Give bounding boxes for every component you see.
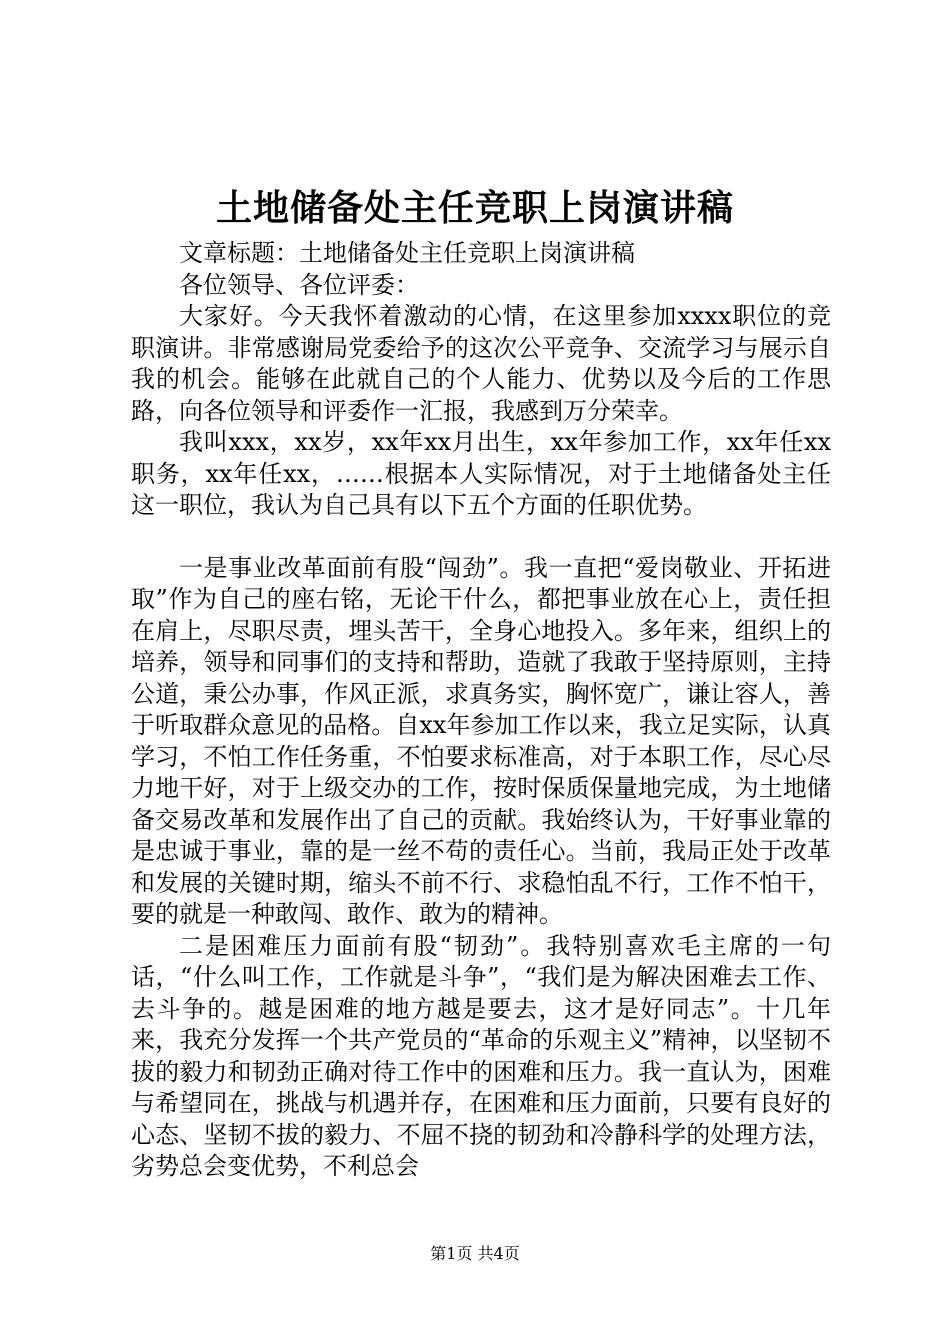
document-body [131,238,831,1183]
page-footer: 第1页 共4页 [430,1244,520,1263]
salutation: 各位领导、各位评委： [179,270,419,299]
article-title-line: 文章标题：土地储备处主任竞职上岗演讲稿 [179,239,635,267]
paragraph-self-intro: 我叫xxx，xx岁，xx年xx月出生，xx年参加工作，xx年任xx职务，xx年任xx，……根据本人实际情况，对于土地储备处主任这一职位，我认为自己具有以下五个方面的任职优势。 [131,428,831,519]
paragraph-advantage-two: 二是困难压力面前有股“韧劲”。我特别喜欢毛主席的一句话，“什么叫工作，工作就是斗争”，“我们是为解决困难去工作、去斗争的。越是困难的地方越是要去，这才是好同志”。十几年来，我充分发挥一个共产党员的“革命的乐观主义”精神，以坚韧不拔的毅力和韧劲正确对待工作中的困难和压力。我一直认为，困难与希望同在，挑战与机遇并存，在困难和压力面前，只要有良好的心态、坚韧不拔的毅力、不屈不挠的韧劲和冷静科学的处理方法，劣势总会变优势，不利总会 [131,931,831,1180]
paragraph-greeting: 大家好。今天我怀着激动的心情，在这里参加xxxx职位的竞职演讲。非常感谢局党委给予的这次公平竞争、交流学习与展示自我的机会。能够在此就自己的个人能力、优势以及今后的工作思路，向各位领导和评委作一汇报，我感到万分荣幸。 [131,302,831,425]
paragraph-advantage-one: 一是事业改革面前有股“闯劲”。我一直把“爱岗敬业、开拓进取”作为自己的座右铭，无论干什么，都把事业放在心上，责任担在肩上，尽职尽责，埋头苦干，全身心地投入。多年来，组织上的培养，领导和同事们的支持和帮助，造就了我敢于坚持原则，主持公道，秉公办事，作风正派，求真务实，胸怀宽广，谦让容人，善于听取群众意见的品格。自xx年参加工作以来，我立足实际，认真学习，不怕工作任务重，不怕要求标准高，对于本职工作，尽心尽力地干好，对于上级交办的工作，按时保质保量地完成，为土地储备交易改革和发展作出了自己的贡献。我始终认为，干好事业靠的是忠诚于事业，靠的是一丝不苟的责任心。当前，我局正处于改革和发展的关键时期，缩头不前不行、求稳怕乱不行，工作不怕干，要的就是一种敢闯、敢作、敢为的精神。 [131,553,831,928]
document-title: 土地储备处主任竞职上岗演讲稿 [215,187,734,229]
